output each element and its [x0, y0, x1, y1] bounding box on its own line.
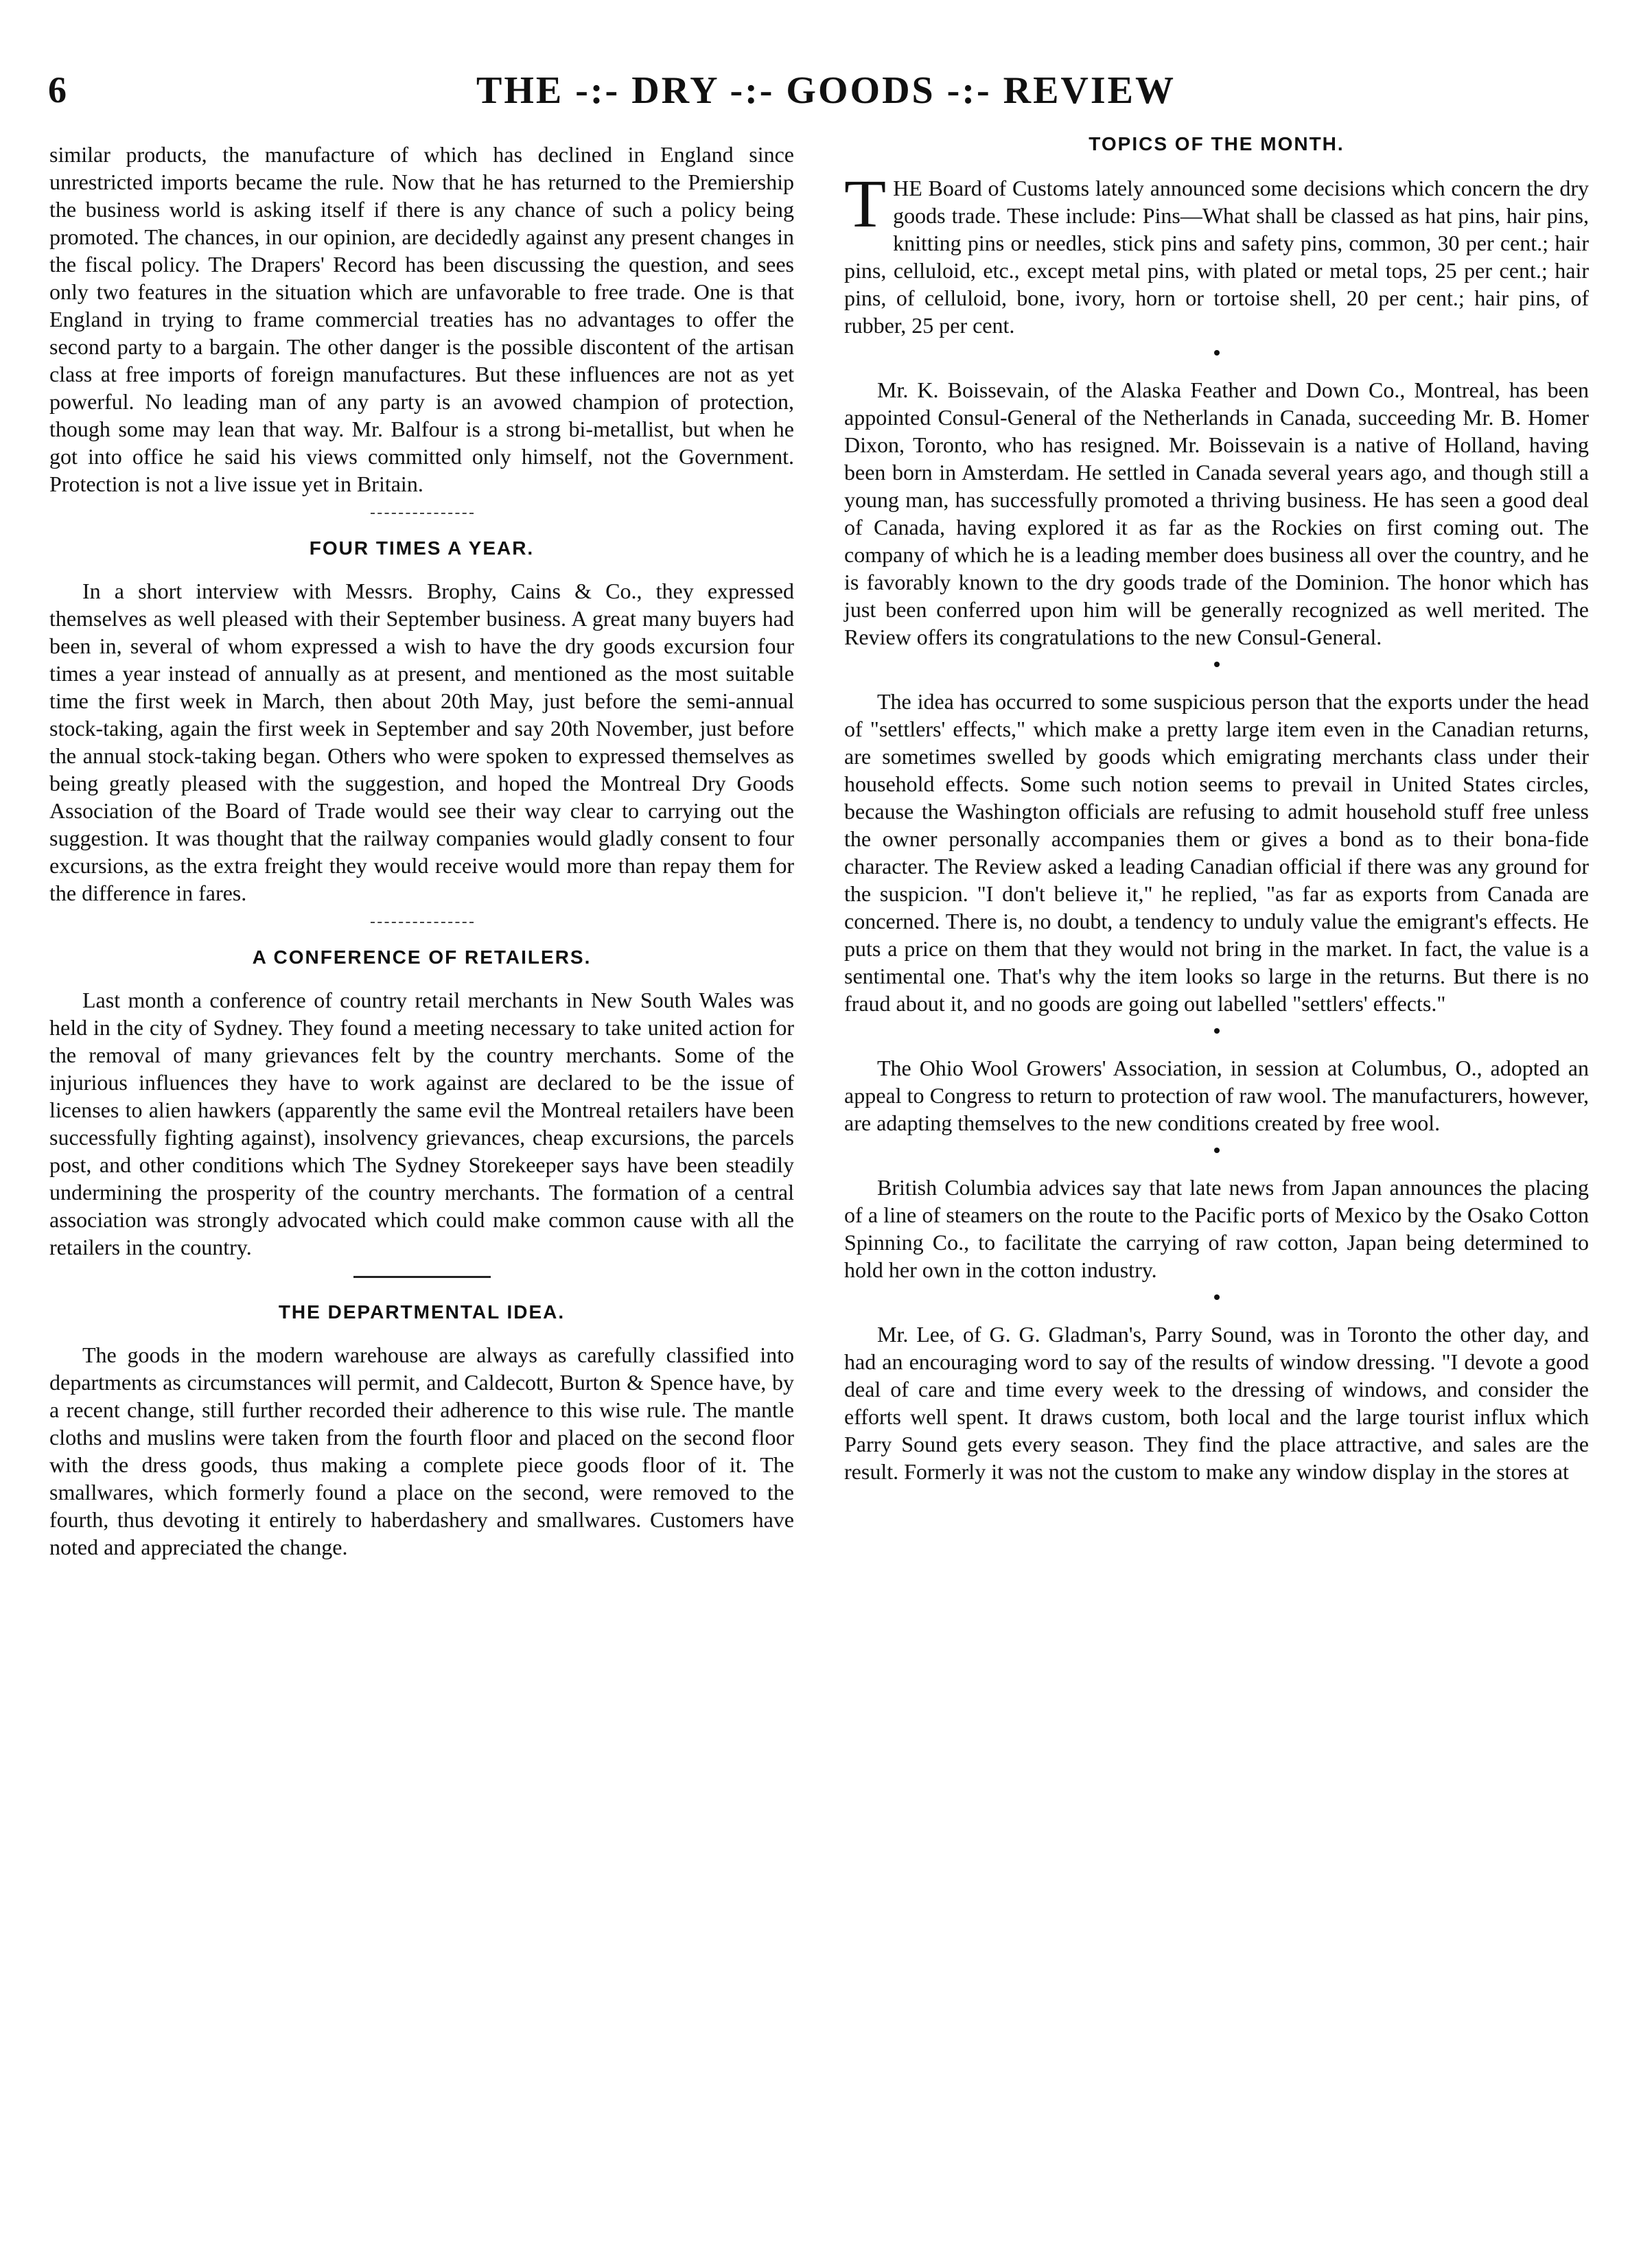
bullet-separator: [1214, 1148, 1220, 1153]
boissevain-paragraph: Mr. K. Boissevain, of the Alaska Feather and Down Co., Montreal, has been appointed Consul-General of the Netherlands in Canada, succeeding Mr. B. Homer Dixon, Toronto, who has resigned. Mr. Boissevain is a native of Holland, having been born in Amsterdam. He settled in Canada several years ago, and though still a young man, has successfully promoted a thriving business. He has seen a good deal of Canada, having explored it as far as the Rockies on first coming out. The company of which he is a leading member does business all over the country, and he is favorably known to the dry goods trade of the Dominion. The honor which has just been conferred upon him will be generally recognized as well merited. The Review offers its congratulations to the new Consul-General.: [844, 377, 1589, 649]
departmental-paragraph: The goods in the modern warehouse are always as carefully classified into departments as circumstances will permit, and Caldecott, Burton & Spence have, by a recent change, still further recorded their adherence to this wise rule. The mantle cloths and muslins were taken from the fourth floor and placed on the second floor with the dress goods, thus making a complete piece goods floor of it. The smallwares, which formerly found a place on the second, were removed to the fourth, thus devoting it entirely to haberdashery and smallwares. Customers have noted and appreciated the change.: [49, 1342, 794, 1559]
page-number: 6: [48, 69, 67, 111]
bullet-separator: [1214, 1028, 1220, 1034]
british-columbia-paragraph: British Columbia advices say that late news from Japan announces the placing of a line of steamers on the route to the Pacific ports of Mexico by the Osako Cotton Spinning Co., to facilitate the carrying of raw cotton, Japan being determined to hold her own in the cotton industry.: [844, 1175, 1589, 1282]
window-dressing-paragraph: Mr. Lee, of G. G. Gladman's, Parry Sound, was in Toronto the other day, and had an encouraging word to say of the results of window dressing. "I devote a good deal of care and time every week to the dressing of windows, and consider the efforts well spent. It draws custom, both local and the large tourist influx which Parry Sound gets every season. They find the place attractive, and sales are the result. Formerly it was not the custom to make any window display in the stores at: [844, 1322, 1589, 1484]
section-divider: [353, 1276, 491, 1278]
settlers-effects-paragraph: The idea has occurred to some suspicious person that the exports under the head of "settlers' effects," which make a pretty large item even in the Canadian returns, are sometimes swelled by goods which emigrating merchants class under their household effects. Some such notion seems to prevail in United States circles, because the Washington officials are refusing to admit household stuff free unless the owner personally accompanies them or gives a bond as to their bona-fide character. The Review asked a leading Canadian official if there was any ground for the suspicion. "I don't believe it," he replied, "as far as exports from Canada are concerned. There is, no doubt, a tendency to unduly value the emigrant's effects. He puts a price on them that they would not bring in the market. In fact, the value is a sentimental one. That's why the item looks so large in the returns. But there is no fraud about it, and no goods are going out labelled "settlers' effects.": [844, 689, 1589, 1016]
ohio-wool-paragraph: The Ohio Wool Growers' Association, in session at Columbus, O., adopted an appeal to Congress to return to protection of raw wool. The manufacturers, however, are adapting themselves to the new conditions created by free wool.: [844, 1056, 1589, 1135]
bullet-separator: [1214, 1294, 1220, 1300]
left-intro-paragraph: similar products, the manufacture of which has declined in England since unrestricted imports became the rule. Now that he has returned to the Premiership the business world is asking itself if there is any chance of such a policy being promoted. The chances, in our opinion, are decidedly against any present changes in the fiscal policy. The Drapers' Record has been discussing the question, and sees only two features in the situation which are unfavorable to free trade. One is that England in trying to frame commercial treaties has no advantages to offer the second party to a bargain. The other danger is the possible discontent of the artisan class at free imports of foreign manufactures. But these influences are not as yet powerful. No leading man of any party is an avowed champion of protection, though some may lean that way. Mr. Balfour is a strong bi-metallist, but when he got into office he said his views committed only himself, not the Government. Protection is not a live issue yet in Britain.: [49, 142, 794, 496]
left-column: [49, 141, 794, 1561]
bullet-separator: [1214, 350, 1220, 356]
conference-paragraph: Last month a conference of country retail merchants in New South Wales was held in the city of Sydney. They found a meeting necessary to take united action for the removal of many grievances felt by the country merchants. Some of the injurious influences they have to work against are declared to be the issue of licenses to alien hawkers (apparently the same evil the Montreal retailers have been successfully fighting against), insolvency grievances, cheap excursions, the parcels post, and other conditions which The Sydney Storekeeper says have been steadily undermining the prosperity of the country merchants. The formation of a central association was strongly advocated which could make common cause with all the retailers in the country.: [49, 988, 794, 1259]
section-heading-departmental: THE DEPARTMENTAL IDEA.: [278, 1301, 566, 1323]
masthead-title: THE -:- DRY -:- GOODS -:- REVIEW: [476, 69, 1176, 112]
section-heading-conference: A CONFERENCE OF RETAILERS.: [252, 946, 592, 968]
section-divider: [371, 513, 474, 514]
section-divider: [371, 922, 474, 923]
drop-cap: T: [844, 165, 887, 242]
four-times-paragraph: In a short interview with Messrs. Brophy, Cains & Co., they expressed themselves as well pleased with their September business. A great many buyers had been in, several of whom expressed a wish to have the dry goods excursion four times a year instead of annually as at present, and mentioned as the most suitable time the first week in March, then about 20th May, just before the semi-annual stock-taking, again the first week in September and say 20th November, just before the annual stock-taking began. Others who were spoken to expressed themselves as being greatly pleased with the suggestion, and hoped the Montreal Dry Goods Association of the Board of Trade would see their way clear to carrying out the suggestion. It was thought that the railway companies would gladly consent to four excursions, as the extra freight they would receive would more than repay them for the difference in fares.: [49, 579, 794, 905]
section-heading-four-times: FOUR TIMES A YEAR.: [309, 537, 535, 559]
customs-paragraph: [844, 165, 1589, 339]
right-column: [844, 130, 1589, 1485]
section-heading-topics: TOPICS OF THE MONTH.: [1089, 133, 1345, 154]
customs-text: HE Board of Customs lately announced some decisions which concern the dry goods trade. These include: Pins—What shall be classed as hat pins, hair pins, knitting pins or needles, stick pins and safety pins, common, 30 per cent.; hair pins, celluloid, etc., except metal pins, with plated or metal tops, 25 per cent.; hair pins, of celluloid, bone, ivory, horn or tortoise shell, 20 per cent.; hair pins, of rubber, 25 per cent.: [844, 176, 1589, 338]
bullet-separator: [1214, 662, 1220, 667]
